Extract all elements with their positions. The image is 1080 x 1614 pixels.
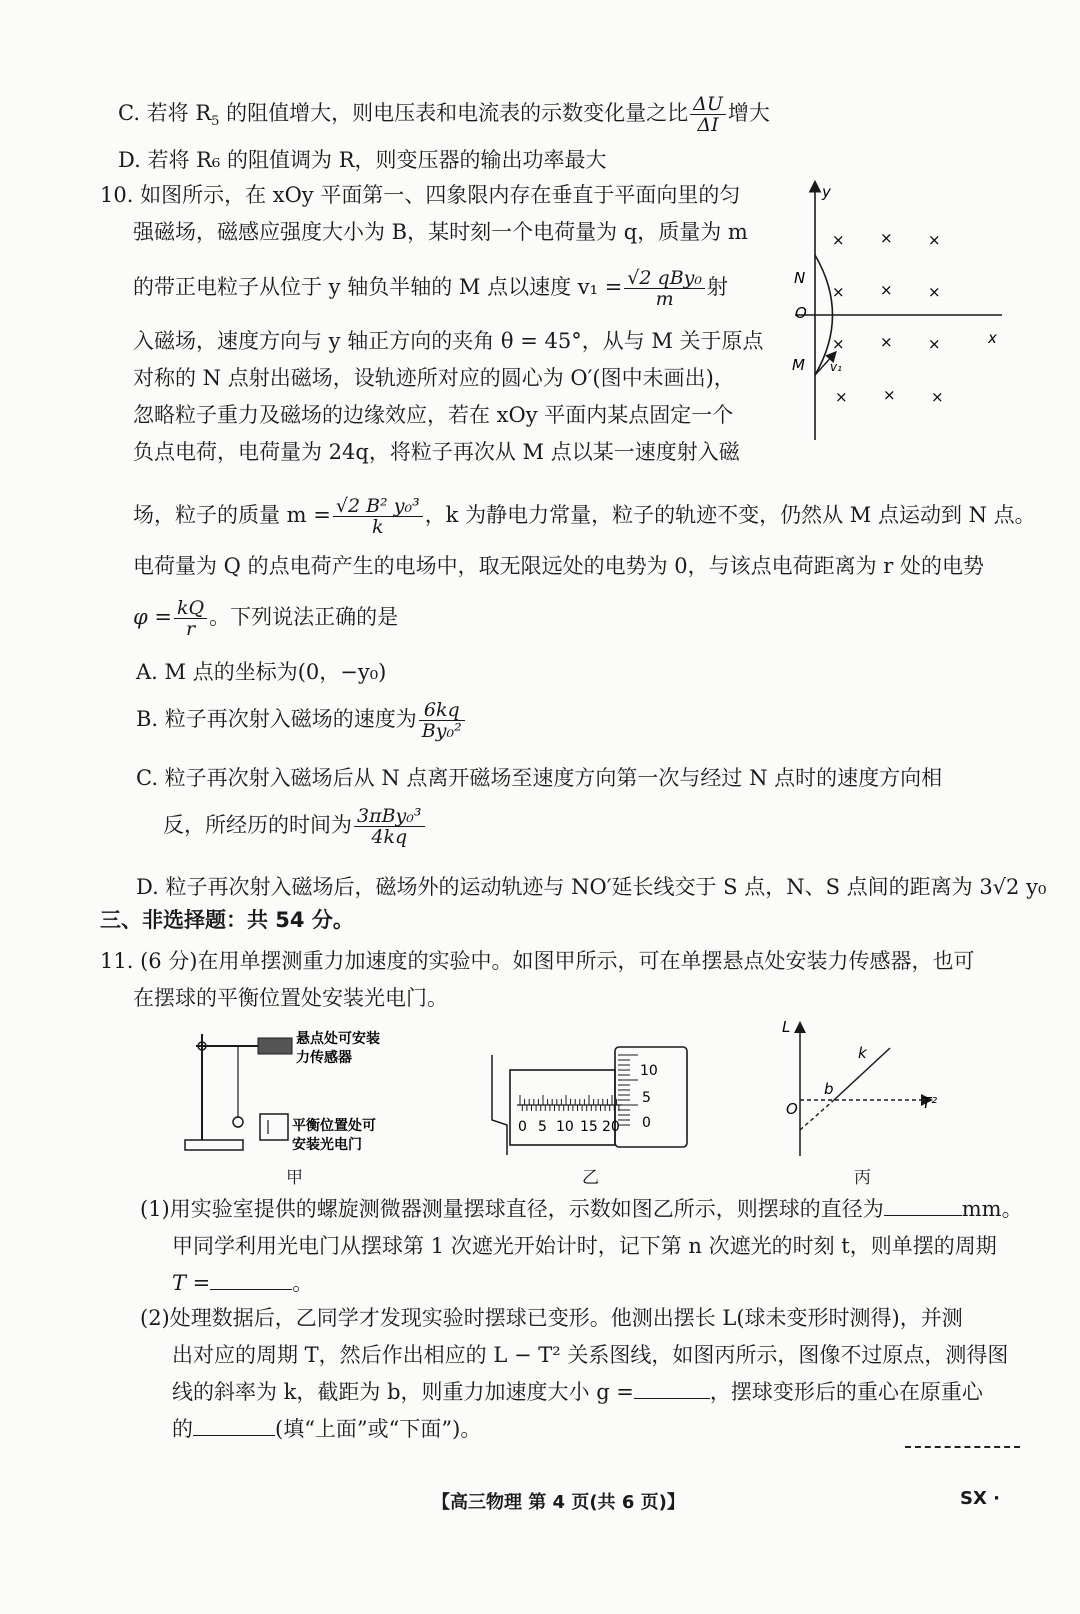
q10-line-9: 电荷量为 Q 的点电荷产生的电场中，取无限远处的电势为 0，与该点电荷距离为 r 处的电势 xyxy=(133,554,984,578)
figure-bing-caption: 丙 xyxy=(854,1168,871,1188)
field-crosses xyxy=(832,229,944,406)
q9-option-c: C. 若将 $R_5$ 的阻值增大，则电压表和电流表的示数变化量之比 $\frac{\Delta U}{\Delta I}$ 增大 xyxy=(118,93,770,136)
answer-blank-period[interactable] xyxy=(210,1269,292,1290)
field-cross: × xyxy=(880,229,893,247)
field-cross: × xyxy=(928,335,941,353)
force-sensor xyxy=(258,1038,292,1054)
thimble-label-0: 0 xyxy=(642,1115,651,1131)
q10-line-3: 的带正电粒子从位于 y 轴负半轴的 M 点以速度 v₁ = $\frac{\text{√2 qBy₀}}{m}$ 射 xyxy=(133,267,729,310)
point-m-label: M xyxy=(792,356,805,374)
sleeve-label-0: 0 xyxy=(518,1119,527,1135)
q10-line-6: 忽略粒子重力及磁场的边缘效应，若在 xOy 平面内某点固定一个 xyxy=(133,403,734,427)
figure-yi-caption: 乙 xyxy=(582,1168,599,1188)
micrometer-thimble xyxy=(615,1047,687,1147)
q10-line-2: 强磁场，磁感应强度大小为 B，某时刻一个电荷量为 q，质量为 m xyxy=(133,220,748,244)
sleeve-label-5: 5 xyxy=(538,1119,547,1135)
velocity-label: v₁ xyxy=(830,360,842,374)
page-footer: 【高三物理 第 4 页(共 6 页)】 xyxy=(432,1492,685,1513)
stand-base xyxy=(185,1140,243,1150)
field-cross: × xyxy=(880,281,893,299)
y-label: y xyxy=(822,183,831,201)
pendulum-ball xyxy=(233,1117,243,1127)
force-sensor-label-1: 悬点处可安装 xyxy=(296,1031,380,1047)
field-cross: × xyxy=(928,231,941,249)
sleeve-label-10: 10 xyxy=(556,1119,574,1135)
sleeve-label-20: 20 xyxy=(602,1119,620,1135)
intercept-label: b xyxy=(824,1080,834,1098)
q10-line-7: 负点电荷，电荷量为 24q，将粒子再次从 M 点以某一速度射入磁 xyxy=(133,440,740,464)
q11-part-1-line-3: T = 。 xyxy=(172,1271,314,1295)
figure-jia-caption: 甲 xyxy=(286,1168,303,1188)
q11-part-1-line-1: (1)用实验室提供的螺旋测微器测量摆球直径，示数如图乙所示，则摆球的直径为 mm。 xyxy=(140,1197,1023,1221)
origin-label: O xyxy=(786,1100,798,1118)
micrometer-frame xyxy=(492,1055,507,1155)
thimble-label-10: 10 xyxy=(640,1063,658,1079)
q10-line-1: 10. 如图所示，在 xOy 平面第一、四象限内存在垂直于平面向里的匀 xyxy=(100,183,741,207)
photogate-label-2: 安装光电门 xyxy=(292,1137,362,1153)
q11-line-2: 在摆球的平衡位置处安装光电门。 xyxy=(133,986,448,1010)
q10-option-b: B. 粒子再次射入磁场的速度为 $\frac{6kq}{\text{By₀²}}$ xyxy=(136,700,467,741)
q9-option-d: D. 若将 R₆ 的阻值调为 R，则变压器的输出功率最大 xyxy=(118,148,607,172)
paper-code: SX · xyxy=(960,1488,1000,1509)
x-label: x xyxy=(988,329,997,347)
q10-option-d: D. 粒子再次射入磁场后，磁场外的运动轨迹与 NO′延长线交于 S 点，N、S 点间的距离为 3√2 y₀ xyxy=(136,875,1047,899)
pendulum-apparatus-figure xyxy=(180,1022,410,1162)
field-cross: × xyxy=(835,388,848,406)
photogate xyxy=(260,1114,288,1140)
field-cross: × xyxy=(931,388,944,406)
section-3-heading: 三、非选择题：共 54 分。 xyxy=(100,908,354,932)
micrometer-figure xyxy=(482,1025,702,1155)
q10-line-4: 入磁场，速度方向与 y 轴正方向的夹角 θ = 45°，从与 M 关于原点 xyxy=(133,329,764,353)
thimble-label-5: 5 xyxy=(642,1090,651,1106)
answer-blank-g[interactable] xyxy=(634,1378,710,1399)
answer-blank-diameter[interactable] xyxy=(884,1195,962,1216)
q11-line-1: 11. (6 分)在用单摆测重力加速度的实验中。如图甲所示，可在单摆悬点处安装力传感器，也可 xyxy=(100,949,975,973)
q10-line-8: 场，粒子的质量 m = $\frac{\text{√2 B² y₀³}}{k}$ ，k 为静电力常量，粒子的轨迹不变，仍然从 M 点运动到 N 点。 xyxy=(133,495,1036,538)
q10-line-10: φ = $\frac{kQ}{r}$ 。下列说法正确的是 xyxy=(133,597,399,640)
sleeve-label-15: 15 xyxy=(580,1119,598,1135)
photogate-label-1: 平衡位置处可 xyxy=(292,1118,376,1134)
q10-magnetic-field-figure xyxy=(780,175,1010,445)
field-cross: × xyxy=(832,231,845,249)
field-cross: × xyxy=(880,333,893,351)
q11-part-2-line-1: (2)处理数据后，乙同学才发现实验时摆球已变形。他测出摆长 L(球未变形时测得)，并测 xyxy=(140,1306,963,1330)
l-t2-graph-figure xyxy=(770,1016,970,1166)
slope-label: k xyxy=(858,1044,867,1062)
answer-blank-center[interactable] xyxy=(193,1415,275,1436)
t2-axis-label: T² xyxy=(922,1094,938,1112)
extrapolated-line xyxy=(800,1100,834,1130)
q11-part-2-line-2: 出对应的周期 T，然后作出相应的 L − T² 关系图线，如图丙所示，图像不过原点，测得图 xyxy=(172,1343,1009,1367)
q10-line-5: 对称的 N 点射出磁场，设轨迹所对应的圆心为 O′(图中未画出)， xyxy=(133,366,735,390)
corner-mark xyxy=(905,1446,1020,1448)
field-cross: × xyxy=(883,386,896,404)
field-cross: × xyxy=(832,283,845,301)
l-axis-label: L xyxy=(782,1018,791,1036)
q10-option-a: A. M 点的坐标为(0，−y₀) xyxy=(136,660,387,684)
field-cross: × xyxy=(928,283,941,301)
point-n-label: N xyxy=(794,269,806,287)
force-sensor-label-2: 力传感器 xyxy=(296,1050,352,1066)
q11-part-1-line-2: 甲同学利用光电门从摆球第 1 次遮光开始计时，记下第 n 次遮光的时刻 t，则单摆的周期 xyxy=(172,1234,997,1258)
q11-part-2-line-4: 的 (填“上面”或“下面”)。 xyxy=(172,1417,482,1441)
q10-option-c-line-1: C. 粒子再次射入磁场后从 N 点离开磁场至速度方向第一次与经过 N 点时的速度方向相 xyxy=(136,766,943,790)
q10-option-c-line-2: 反，所经历的时间为 $\frac{\text{3πBy₀³}}{4kq}$ xyxy=(163,806,427,847)
q11-part-2-line-3: 线的斜率为 k，截距为 b，则重力加速度大小 g = ，摆球变形后的重心在原重心 xyxy=(172,1380,983,1404)
field-cross: × xyxy=(832,335,845,353)
origin-label: O xyxy=(795,304,807,322)
